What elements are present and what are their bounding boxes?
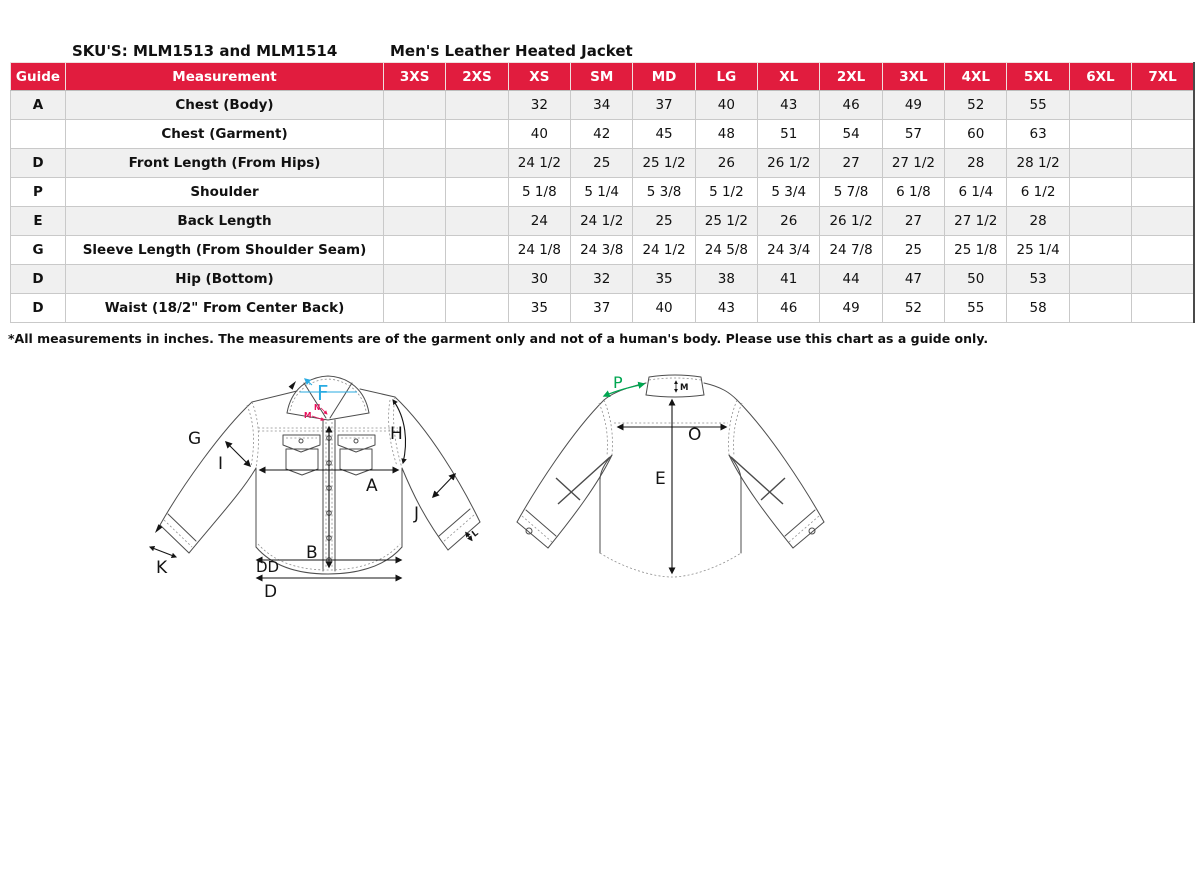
- size-value-cell: 40: [508, 120, 570, 149]
- back-jacket-outline: [517, 375, 824, 553]
- table-row: [11, 178, 1195, 207]
- size-value-cell: 27 1/2: [882, 149, 944, 178]
- front-label-armhole-i: I: [218, 454, 224, 474]
- size-value-cell: 50: [945, 265, 1007, 294]
- measurement-cell: Chest (Garment): [66, 120, 384, 149]
- size-value-cell: 27 1/2: [945, 207, 1007, 236]
- size-value-cell: [446, 178, 508, 207]
- size-value-cell: 35: [633, 265, 695, 294]
- front-label-waist-dd: DD: [256, 558, 280, 576]
- guide-cell: E: [11, 207, 66, 236]
- column-header-md: MD: [633, 63, 695, 91]
- size-value-cell: 49: [882, 91, 944, 120]
- size-value-cell: 25 1/4: [1007, 236, 1069, 265]
- size-value-cell: [1132, 178, 1194, 207]
- front-cuff-l-group: [466, 526, 481, 542]
- front-label-armhole-h: H: [390, 424, 403, 444]
- column-header-2xs: 2XS: [446, 63, 508, 91]
- measurement-cell: Shoulder: [66, 178, 384, 207]
- size-value-cell: [384, 91, 446, 120]
- size-value-cell: 24 7/8: [820, 236, 882, 265]
- size-value-cell: 30: [508, 265, 570, 294]
- size-value-cell: 40: [633, 294, 695, 323]
- measurement-cell: Hip (Bottom): [66, 265, 384, 294]
- guide-cell: [11, 120, 66, 149]
- back-jacket-stitching: [522, 378, 819, 577]
- size-value-cell: 53: [1007, 265, 1069, 294]
- size-value-cell: [1132, 120, 1194, 149]
- back-label-collar-m: M: [680, 383, 689, 393]
- size-value-cell: [1132, 294, 1194, 323]
- size-value-cell: 42: [571, 120, 633, 149]
- measurement-cell: Chest (Body): [66, 91, 384, 120]
- size-table-body: [11, 91, 1195, 323]
- table-row: [11, 265, 1195, 294]
- size-value-cell: 6 1/4: [945, 178, 1007, 207]
- size-value-cell: [446, 236, 508, 265]
- column-header-3xs: 3XS: [384, 63, 446, 91]
- size-value-cell: 24: [508, 207, 570, 236]
- size-value-cell: 34: [571, 91, 633, 120]
- size-value-cell: [1069, 120, 1131, 149]
- jacket-back-diagram: [500, 370, 880, 615]
- size-value-cell: [446, 265, 508, 294]
- size-value-cell: 24 1/2: [571, 207, 633, 236]
- size-value-cell: 44: [820, 265, 882, 294]
- size-value-cell: 57: [882, 120, 944, 149]
- column-header-xs: XS: [508, 63, 570, 91]
- guide-cell: G: [11, 236, 66, 265]
- size-value-cell: 26 1/2: [758, 149, 820, 178]
- size-value-cell: 49: [820, 294, 882, 323]
- size-value-cell: [384, 149, 446, 178]
- size-value-cell: 47: [882, 265, 944, 294]
- size-value-cell: 6 1/8: [882, 178, 944, 207]
- size-chart-table: [10, 62, 1195, 323]
- size-value-cell: [1069, 91, 1131, 120]
- size-value-cell: 5 7/8: [820, 178, 882, 207]
- column-header-sm: SM: [571, 63, 633, 91]
- size-value-cell: 48: [695, 120, 757, 149]
- size-value-cell: 28: [945, 149, 1007, 178]
- guide-cell: P: [11, 178, 66, 207]
- back-label-width-o: O: [688, 425, 702, 445]
- front-label-cuff-l: L: [470, 528, 481, 540]
- front-label-collar-f: F: [317, 381, 329, 405]
- size-value-cell: 24 1/2: [633, 236, 695, 265]
- front-label-forearm-j: J: [414, 504, 420, 524]
- size-value-cell: 25: [571, 149, 633, 178]
- size-value-cell: 32: [508, 91, 570, 120]
- guide-cell: D: [11, 265, 66, 294]
- size-value-cell: [1069, 236, 1131, 265]
- size-value-cell: [384, 120, 446, 149]
- size-value-cell: 6 1/2: [1007, 178, 1069, 207]
- guide-cell: D: [11, 149, 66, 178]
- measurement-cell: Sleeve Length (From Shoulder Seam): [66, 236, 384, 265]
- size-value-cell: 37: [633, 91, 695, 120]
- back-shoulder-p-arrow: [604, 384, 644, 396]
- measurement-cell: Back Length: [66, 207, 384, 236]
- size-value-cell: [384, 178, 446, 207]
- size-value-cell: 51: [758, 120, 820, 149]
- size-value-cell: 24 1/8: [508, 236, 570, 265]
- size-value-cell: [1069, 149, 1131, 178]
- front-label-cuff-k: K: [156, 558, 168, 578]
- column-header-xl: XL: [758, 63, 820, 91]
- size-value-cell: 55: [1007, 91, 1069, 120]
- front-label-length-b: B: [306, 543, 318, 563]
- front-measure-arrows: [150, 379, 455, 578]
- column-header-4xl: 4XL: [945, 63, 1007, 91]
- table-row: [11, 120, 1195, 149]
- size-value-cell: 24 1/2: [508, 149, 570, 178]
- size-value-cell: [1132, 265, 1194, 294]
- size-value-cell: 25 1/8: [945, 236, 1007, 265]
- guide-cell: D: [11, 294, 66, 323]
- column-header-5xl: 5XL: [1007, 63, 1069, 91]
- size-value-cell: 60: [945, 120, 1007, 149]
- size-value-cell: 25 1/2: [695, 207, 757, 236]
- column-header-6xl: 6XL: [1069, 63, 1131, 91]
- size-value-cell: 41: [758, 265, 820, 294]
- back-measure-arrows: [618, 381, 726, 573]
- front-label-m: M: [304, 411, 312, 420]
- size-value-cell: 52: [882, 294, 944, 323]
- size-value-cell: 5 3/8: [633, 178, 695, 207]
- size-value-cell: 25: [882, 236, 944, 265]
- size-table-head-row: [11, 63, 1195, 91]
- column-header-lg: LG: [695, 63, 757, 91]
- size-value-cell: 38: [695, 265, 757, 294]
- size-value-cell: 40: [695, 91, 757, 120]
- size-value-cell: 24 3/4: [758, 236, 820, 265]
- product-title: Men's Leather Heated Jacket: [390, 42, 633, 60]
- size-value-cell: [446, 149, 508, 178]
- measurement-footnote: *All measurements in inches. The measurements are of the garment only and not of a human's body. Please use this chart as a guide only.: [8, 331, 989, 346]
- back-label-shoulder-p: P: [613, 373, 623, 392]
- column-header-measurement: Measurement: [66, 63, 384, 91]
- size-value-cell: 28: [1007, 207, 1069, 236]
- size-value-cell: 5 1/8: [508, 178, 570, 207]
- size-value-cell: 58: [1007, 294, 1069, 323]
- size-value-cell: [1132, 91, 1194, 120]
- table-row: [11, 91, 1195, 120]
- size-value-cell: 43: [758, 91, 820, 120]
- front-label-hem-d: D: [264, 582, 278, 602]
- size-value-cell: [384, 294, 446, 323]
- back-label-length-e: E: [655, 469, 666, 489]
- column-header-guide: Guide: [11, 63, 66, 91]
- table-row: [11, 294, 1195, 323]
- size-value-cell: [384, 265, 446, 294]
- size-value-cell: 5 1/2: [695, 178, 757, 207]
- table-row: [11, 207, 1195, 236]
- guide-cell: A: [11, 91, 66, 120]
- front-label-n: N: [314, 403, 321, 412]
- measurement-cell: Front Length (From Hips): [66, 149, 384, 178]
- size-value-cell: 32: [571, 265, 633, 294]
- size-value-cell: 37: [571, 294, 633, 323]
- size-value-cell: 43: [695, 294, 757, 323]
- column-header-2xl: 2XL: [820, 63, 882, 91]
- size-value-cell: 52: [945, 91, 1007, 120]
- size-value-cell: [1132, 236, 1194, 265]
- size-value-cell: 24 3/8: [571, 236, 633, 265]
- measurement-cell: Waist (18/2" From Center Back): [66, 294, 384, 323]
- size-value-cell: [384, 207, 446, 236]
- size-value-cell: 26 1/2: [820, 207, 882, 236]
- size-value-cell: [446, 120, 508, 149]
- size-value-cell: [446, 91, 508, 120]
- jacket-front-diagram: [140, 370, 520, 615]
- size-value-cell: 63: [1007, 120, 1069, 149]
- size-value-cell: 46: [820, 91, 882, 120]
- size-value-cell: 5 1/4: [571, 178, 633, 207]
- size-value-cell: 5 3/4: [758, 178, 820, 207]
- size-value-cell: [1069, 265, 1131, 294]
- size-value-cell: 25: [633, 207, 695, 236]
- table-row: [11, 149, 1195, 178]
- size-value-cell: [446, 207, 508, 236]
- size-value-cell: 46: [758, 294, 820, 323]
- table-row: [11, 236, 1195, 265]
- size-value-cell: 24 5/8: [695, 236, 757, 265]
- size-value-cell: 25 1/2: [633, 149, 695, 178]
- size-value-cell: 54: [820, 120, 882, 149]
- size-value-cell: 55: [945, 294, 1007, 323]
- size-value-cell: [384, 236, 446, 265]
- front-label-chest-a: A: [366, 476, 378, 496]
- size-value-cell: 26: [695, 149, 757, 178]
- size-value-cell: [1069, 294, 1131, 323]
- size-value-cell: 27: [882, 207, 944, 236]
- size-value-cell: [1132, 149, 1194, 178]
- size-value-cell: 28 1/2: [1007, 149, 1069, 178]
- front-label-sleeve-g: G: [188, 429, 202, 449]
- size-value-cell: 26: [758, 207, 820, 236]
- column-header-3xl: 3XL: [882, 63, 944, 91]
- back-sleeve-seams: [556, 457, 785, 504]
- size-value-cell: 35: [508, 294, 570, 323]
- size-value-cell: [1069, 178, 1131, 207]
- sku-title: SKU'S: MLM1513 and MLM1514: [72, 42, 338, 60]
- size-value-cell: 27: [820, 149, 882, 178]
- size-value-cell: 45: [633, 120, 695, 149]
- size-value-cell: [446, 294, 508, 323]
- size-value-cell: [1069, 207, 1131, 236]
- column-header-7xl: 7XL: [1132, 63, 1194, 91]
- size-value-cell: [1132, 207, 1194, 236]
